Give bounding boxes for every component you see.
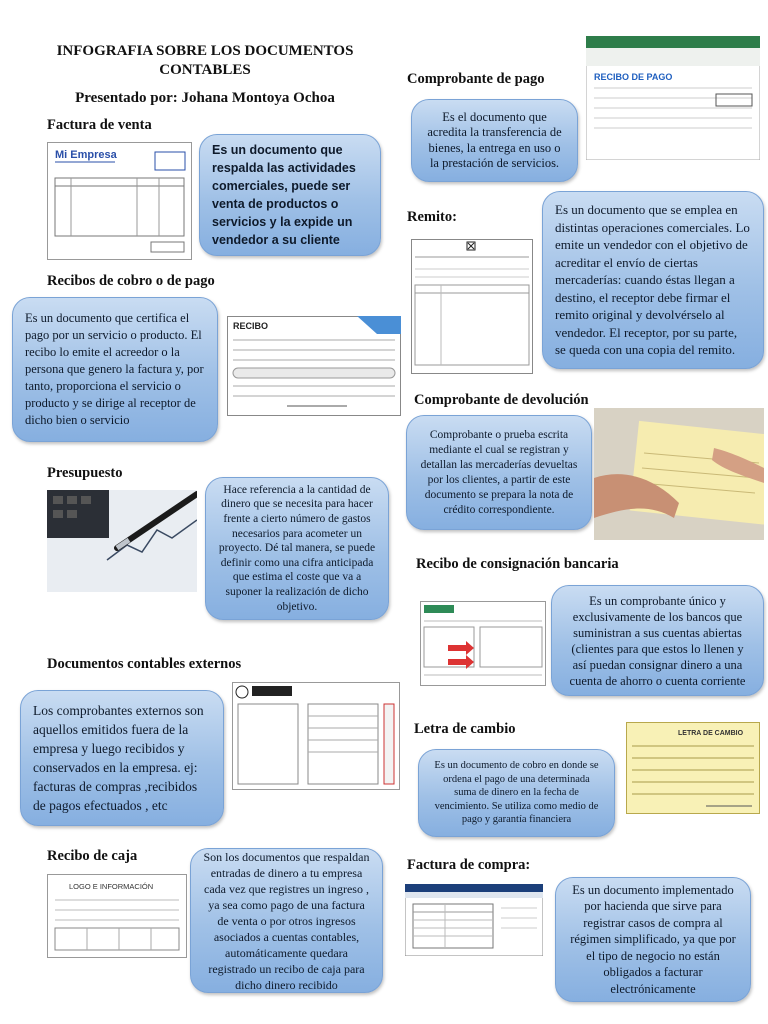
- factura-venta-image: [47, 142, 192, 260]
- factura-compra-text: Es un documento implementado por hacienda que sirve para registrar casos de compra al régimen simplificado, ya que por el tipo de negocio no están obligados a facturar electrónicamente: [570, 882, 736, 996]
- recibo-caja-text: Son los documentos que respaldan entradas de dinero a tu empresa cada vez que registres un ingreso , ya sea como pago de una factura de venta o por otros ingresos asociados a cuentas contables, automáticamente quedara registrado un recibo de caja para dicho dinero recibido: [203, 849, 370, 992]
- heading-comprobante-pago: Comprobante de pago: [407, 71, 545, 87]
- letra-cambio-text: Es un documento de cobro en donde se ordena el pago de una determinada suma de dinero en la fecha de vencimiento. Se utiliza como medio de pago y garantía financiera: [434, 760, 599, 826]
- recibo-caja-image-title: LOGO E INFORMACIÓN: [69, 882, 154, 891]
- factura-compra-bubble: [555, 877, 751, 1002]
- recibo-image-title: RECIBO: [233, 321, 269, 331]
- heading-consignacion: Recibo de consignación bancaria: [416, 556, 619, 572]
- externos-bubble: [20, 690, 224, 826]
- devolucion-bubble: [406, 415, 592, 530]
- comprobante-pago-image-title: RECIBO DE PAGO: [594, 72, 673, 82]
- comprobante-pago-image: [586, 36, 760, 160]
- presupuesto-text: Hace referencia a la cantidad de dinero que se necesita para hacer frente a cierto número de gastos necesarios para acometer un proyecto. Dé tal manera, se puede definir como una cifra anticipada que estima el coste que va a suponer la realización de dicho objetivo.: [218, 483, 376, 613]
- presenter-line: Presentado por: Johana Montoya Ochoa: [75, 90, 335, 106]
- heading-remito: Remito:: [407, 209, 457, 225]
- recibo-image: [227, 316, 401, 416]
- comprobante-pago-bubble: [411, 99, 578, 182]
- devolucion-image: [594, 408, 764, 540]
- remito-bubble: [542, 191, 764, 369]
- remito-image: [411, 239, 533, 374]
- letra-cambio-image-title: LETRA DE CAMBIO: [678, 730, 744, 737]
- heading-recibos: Recibos de cobro o de pago: [47, 273, 215, 289]
- factura-venta-bubble: [199, 134, 381, 256]
- page-title: INFOGRAFIA SOBRE LOS DOCUMENTOS CONTABLES: [56, 43, 354, 78]
- externos-text: Los comprobantes externos son aquellos emitidos fuera de la empresa y luego recibidos y conservados en la empresa. ej: facturas de compras ,recibidos de pagos efectuados , etc: [33, 703, 204, 813]
- factura-venta-logo: Mi Empresa: [55, 149, 117, 161]
- consignacion-bubble: [551, 585, 764, 696]
- consignacion-image: [420, 601, 546, 686]
- letra-cambio-bubble: [418, 749, 615, 837]
- heading-factura-compra: Factura de compra:: [407, 857, 531, 873]
- remito-text: Es un documento que se emplea en distintas operaciones comerciales. Lo emite un vendedor con el objetivo de acreditar el envío de ciertas mercaderías: cuando éstas llegan a destino, el receptor debe firmar el remito original y devolvérselo al vendedor. El receptor, por su parte, se queda con una copia del remito.: [555, 202, 750, 358]
- comprobante-pago-text: Es el documento que acredita la transferencia de bienes, la entrega en uso o la prestación de servicios.: [427, 109, 562, 170]
- recibo-caja-bubble: [190, 848, 383, 993]
- devolucion-text: Comprobante o prueba escrita mediante el cual se registran y detallan las mercaderías devueltas por los clientes, a partir de este documento se prepara la nota de crédito correspondiente.: [420, 428, 578, 516]
- heading-letra-cambio: Letra de cambio: [414, 721, 516, 737]
- heading-factura-venta: Factura de venta: [47, 117, 152, 133]
- recibos-bubble: [12, 297, 218, 442]
- heading-presupuesto: Presupuesto: [47, 465, 123, 481]
- presupuesto-image: [47, 490, 197, 592]
- factura-compra-image: [405, 884, 543, 956]
- consignacion-text: Es un comprobante único y exclusivamente de los bancos que suministran a sus cuentas abiertas (clientes para que estos lo llenen y así puedan consignar dinero a una cuenta de ahorro o cuenta corriente: [569, 593, 746, 688]
- letra-cambio-image: [626, 722, 760, 814]
- heading-devolucion: Comprobante de devolución: [414, 392, 589, 408]
- externos-image: [232, 682, 400, 790]
- heading-recibo-caja: Recibo de caja: [47, 848, 138, 864]
- heading-externos: Documentos contables externos: [47, 656, 242, 672]
- recibos-text: Es un documento que certifica el pago por un servicio o producto. El recibo lo emite el acreedor o la persona que genero la factura y, por tanto, proporciona el servicio o producto y se dirige al receptor de dicho bien o servicio: [25, 311, 204, 427]
- recibo-caja-image: [47, 874, 187, 958]
- factura-venta-text: Es un documento que respalda las actividades comerciales, puede ser venta de productos o servicios y la expide un vendedor a su cliente: [212, 143, 356, 247]
- presupuesto-bubble: [205, 477, 389, 620]
